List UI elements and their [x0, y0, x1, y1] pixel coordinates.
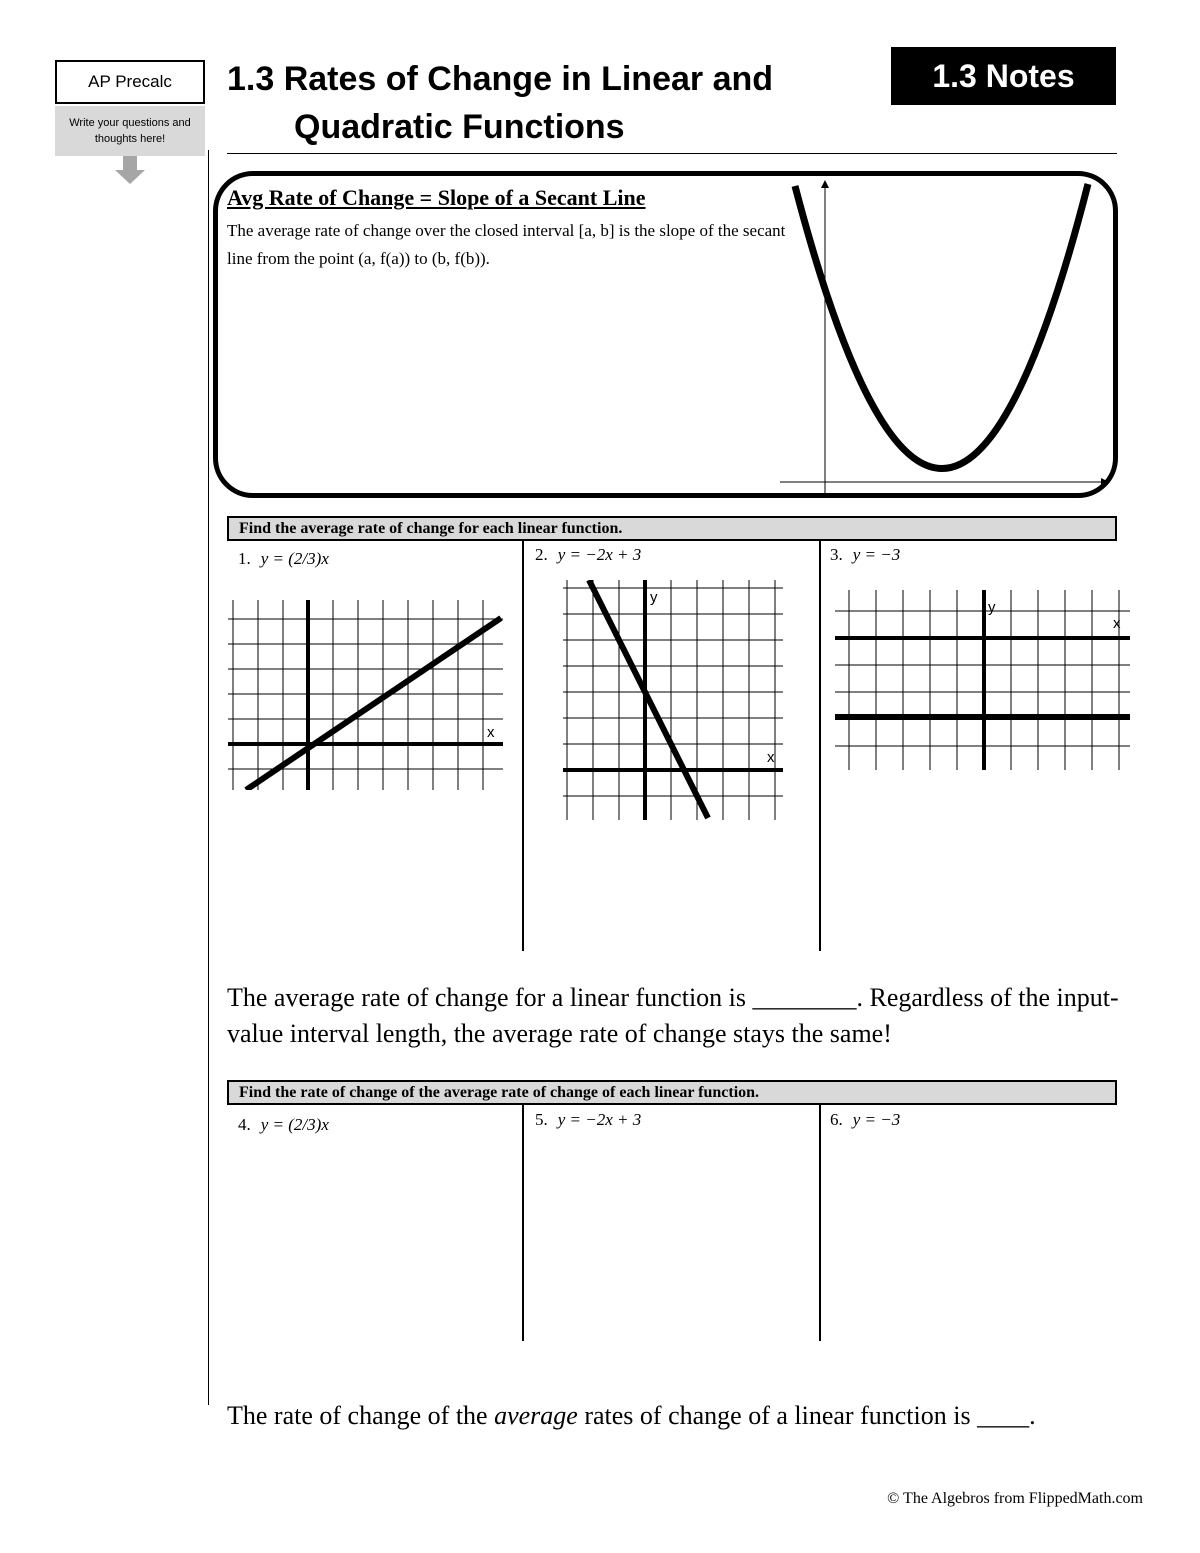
- column-divider: [522, 1105, 524, 1341]
- column-divider: [522, 541, 524, 951]
- problem-6: 6. y = −3: [830, 1110, 901, 1129]
- definition-heading: Avg Rate of Change = Slope of a Secant Line: [227, 185, 646, 210]
- problem-3: 3. y = −3: [830, 545, 901, 564]
- y-axis-label: y: [988, 599, 996, 616]
- graph-1: [228, 600, 503, 790]
- page-title: 1.3 Rates of Change in Linear and: [227, 60, 774, 98]
- notes-badge: 1.3 Notes: [891, 47, 1116, 105]
- x-axis-label: x: [487, 724, 495, 741]
- course-label: AP Precalc: [55, 60, 205, 104]
- section2-instruction: Find the rate of change of the average rate of change of each linear function.: [227, 1080, 1117, 1105]
- x-axis-label: x: [767, 749, 775, 766]
- grid-lines: [228, 600, 503, 790]
- parabola-curve: [795, 184, 1088, 469]
- column-divider: [819, 541, 821, 951]
- grid-lines: [563, 580, 783, 820]
- line-graph-2: [589, 580, 708, 818]
- statement-1: The average rate of change for a linear function is ________. Regardless of the input-value interval length, the average rate of change stays the same!: [227, 983, 1119, 1048]
- problem-4: 4. y = (2/3)x: [238, 1115, 329, 1134]
- problem-5: 5. y = −2x + 3: [535, 1110, 642, 1129]
- footer-copyright: © The Algebros from FlippedMath.com: [887, 1490, 1143, 1507]
- margin-divider: [208, 150, 209, 1405]
- problem-1: 1. y = (2/3)x: [238, 549, 329, 568]
- problem-2: 2. y = −2x + 3: [535, 545, 642, 564]
- x-axis-label: x: [1113, 615, 1121, 632]
- column-divider: [819, 1105, 821, 1341]
- parabola-graph: [775, 178, 1115, 493]
- graph-3: [835, 590, 1130, 770]
- section1-instruction: Find the average rate of change for each linear function.: [227, 516, 1117, 541]
- statement-2: The rate of change of the average rates of change of a linear function is ____.: [227, 1401, 1036, 1430]
- definition-text: The average rate of change over the closed interval [a, b] is the slope of the secant line from the point (a, f(a)) to (b, f(b)).: [227, 221, 786, 268]
- title-rule: [227, 153, 1117, 154]
- page-title-line2: Quadratic Functions: [294, 108, 625, 146]
- sidebar-note: Write your questions and thoughts here!: [55, 106, 205, 156]
- down-arrow-icon: [113, 156, 147, 186]
- y-axis-label: y: [650, 589, 658, 606]
- graph-2: [563, 580, 783, 820]
